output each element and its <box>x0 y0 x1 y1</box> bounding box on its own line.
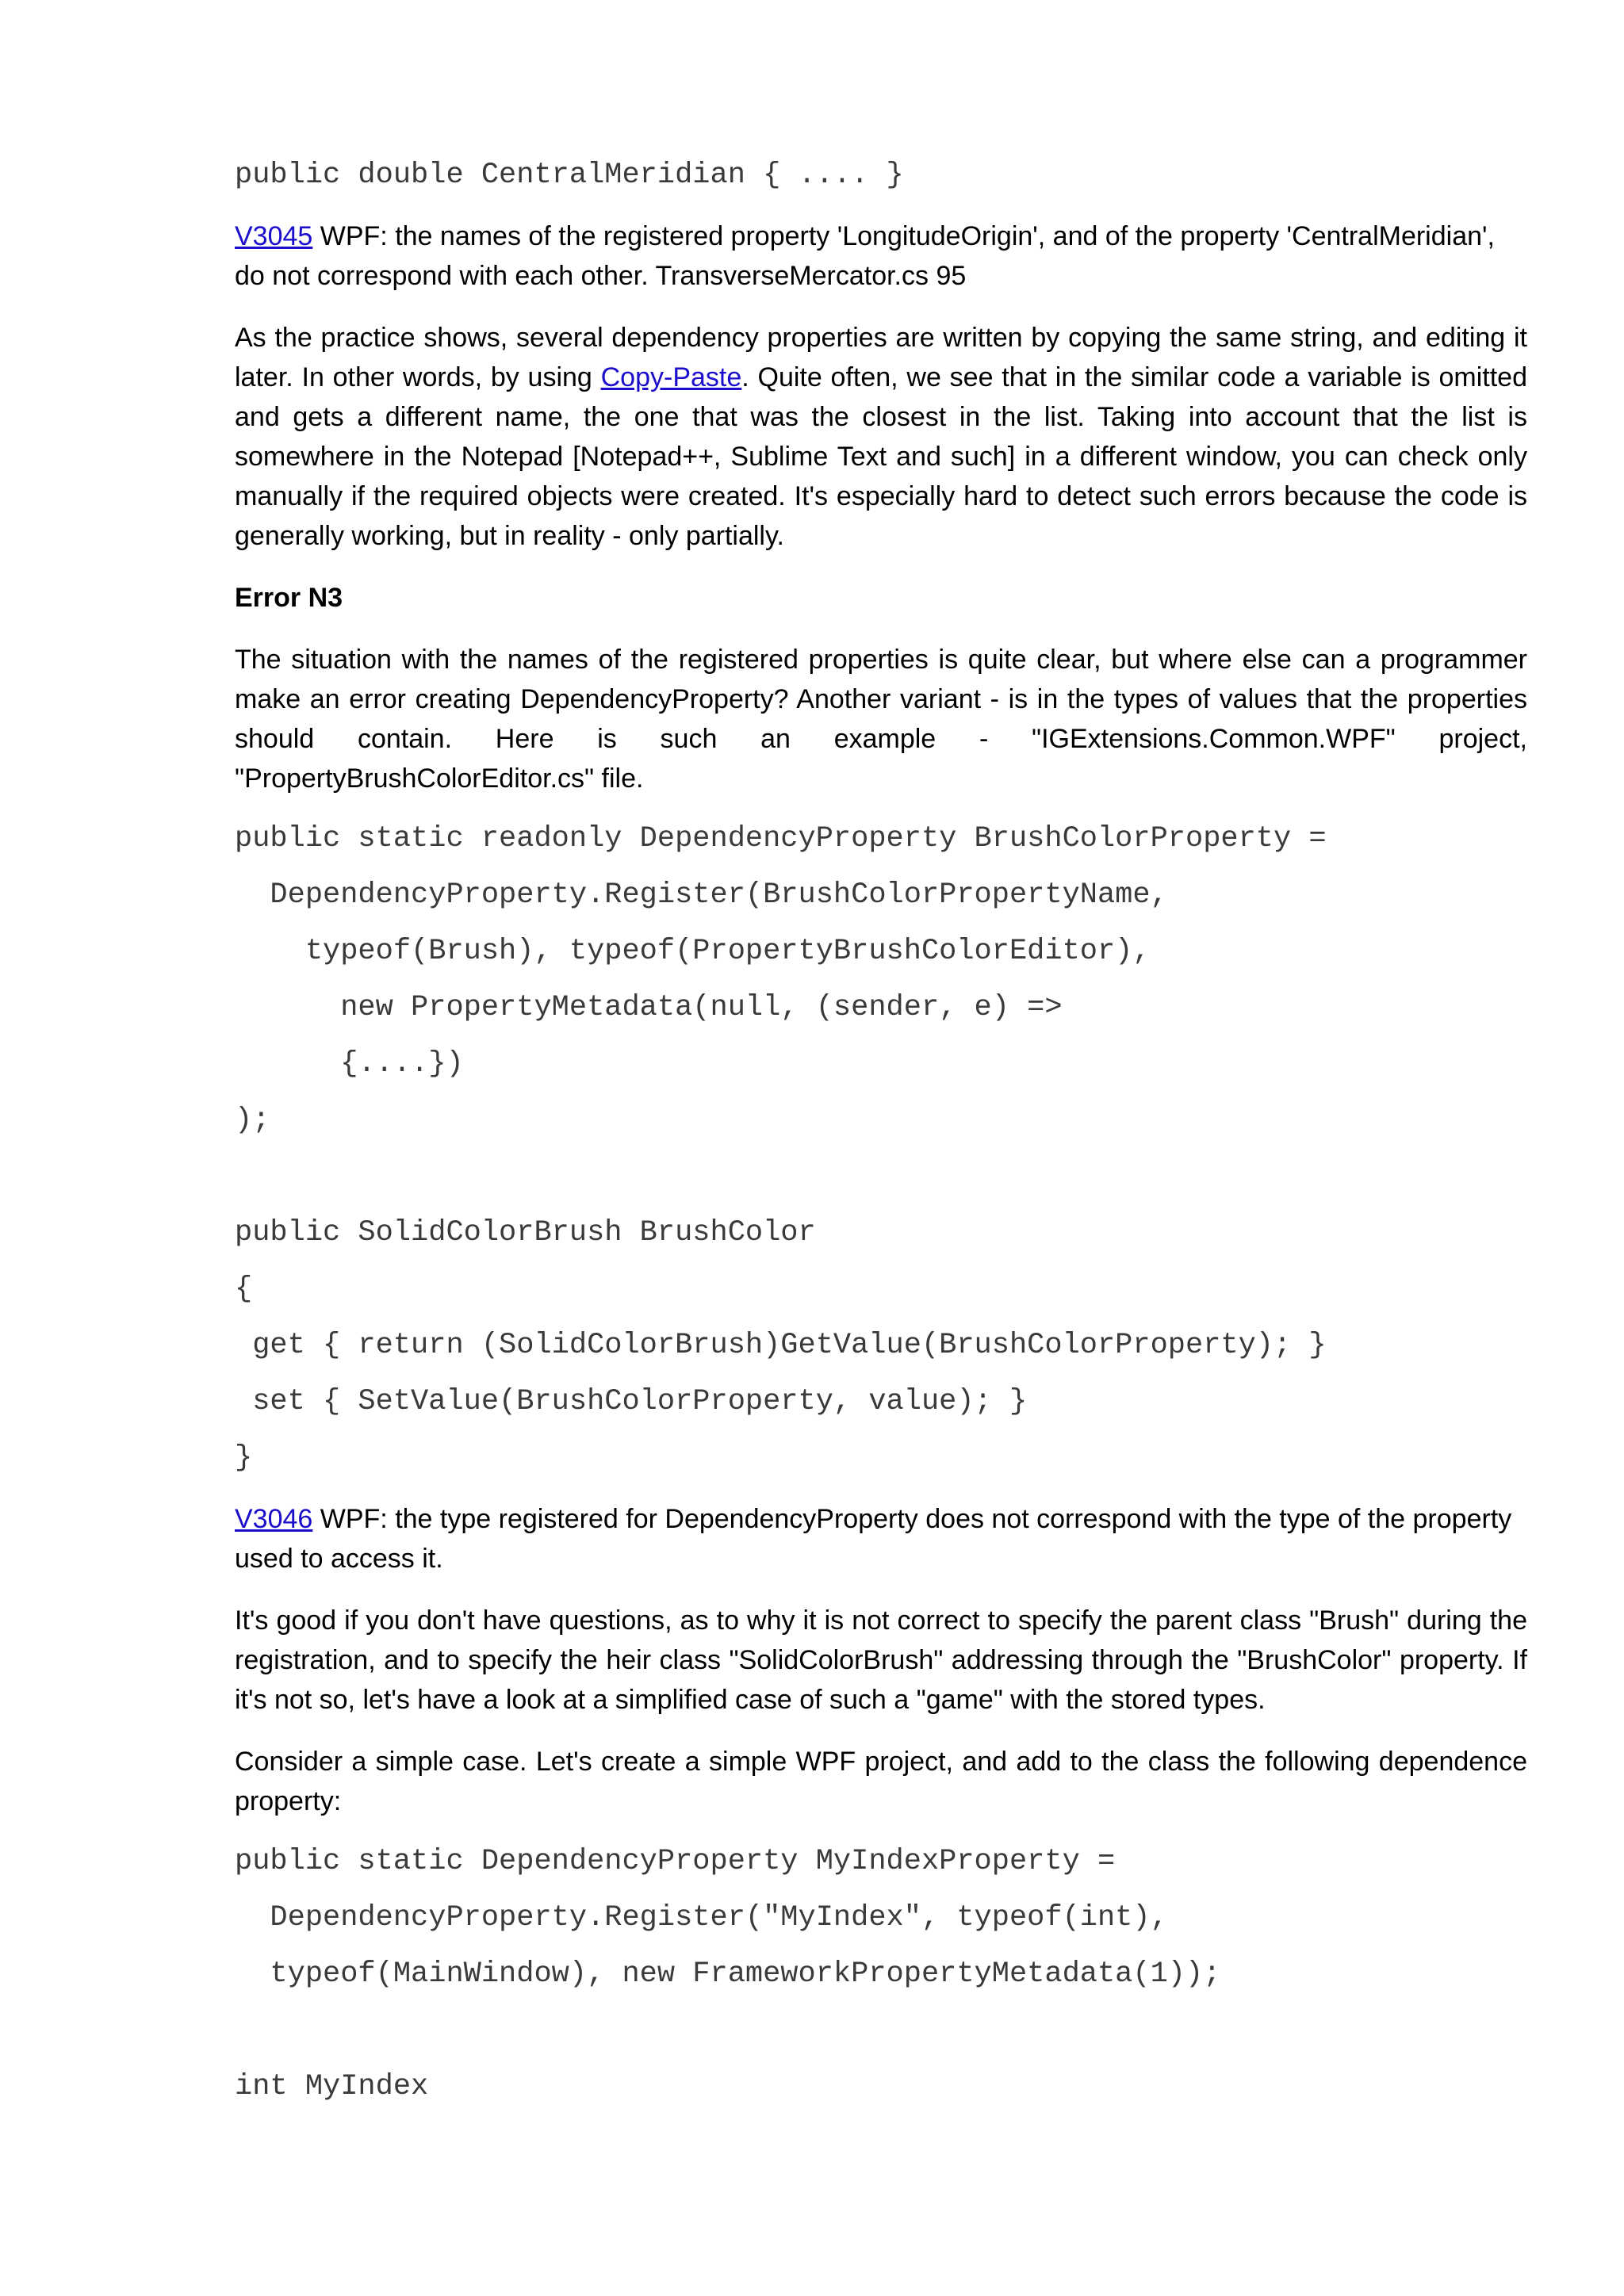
practice-text-before: As the practice shows, several dependency properties are written by copying the same string, and editing it later. In other words, by using <box>235 323 1527 392</box>
warning-v3045 <box>235 216 1527 296</box>
code-line: { <box>235 1272 253 1306</box>
code-line: new PropertyMetadata(null, (sender, e) => <box>235 991 1063 1024</box>
paragraph-consider: Consider a simple case. Let's create a simple WPF project, and add to the class the following dependence property: <box>235 1747 1527 1816</box>
paragraph-good-if: It's good if you don't have questions, as to why it is not correct to specify the parent class "Brush" during the registration, and to specify the heir class "SolidColorBrush" addressing through the "BrushColor" property. If it's not so, let's have a look at a simplified case of such a "game" with the stored types. <box>235 1605 1527 1715</box>
paragraph-situation: The situation with the names of the registered properties is quite clear, but where else can a programmer make an error creating DependencyProperty? Another variant - is in the types of values that the properties should contain. Here is such an example - "IGExtensions.Common.WPF" project, "PropertyBrushColorEditor.cs" file. <box>235 645 1527 794</box>
code-brush-color-accessor <box>235 1205 1527 1487</box>
code-line: typeof(MainWindow), new FrameworkPropertyMetadata(1)); <box>235 1957 1221 1991</box>
paragraph-practice <box>235 318 1527 556</box>
code-line: set { SetValue(BrushColorProperty, value); } <box>235 1385 1028 1418</box>
code-line: public static readonly DependencyProperty BrushColorProperty = <box>235 822 1327 855</box>
code-line: typeof(Brush), typeof(PropertyBrushColorEditor), <box>235 935 1151 968</box>
code-line: {....}) <box>235 1047 464 1081</box>
v3046-text: WPF: the type registered for DependencyProperty does not correspond with the type of the property used to access it. <box>235 1504 1512 1574</box>
code-brush-color-property <box>235 811 1527 1149</box>
warning-v3046 <box>235 1499 1527 1578</box>
code-line: DependencyProperty.Register("MyIndex", typeof(int), <box>235 1901 1168 1934</box>
practice-text-after: . Quite often, we see that in the similar code a variable is omitted and gets a different name, the one that was the closest in the list. Taking into account that the list is somewhere in the Notepad [Notepad++, Sublime Text and such] in a different window, you can check only manually if the required objects were created. It's especially hard to detect such errors because the code is generally working, but in reality - only partially. <box>235 362 1527 551</box>
v3046-link[interactable]: V3046 <box>235 1504 313 1534</box>
document-content <box>235 147 1527 2115</box>
code-line: get { return (SolidColorBrush)GetValue(BrushColorProperty); } <box>235 1329 1327 1362</box>
v3045-link[interactable]: V3045 <box>235 221 313 251</box>
heading-error-n3: Error N3 <box>235 583 343 613</box>
code-line: DependencyProperty.Register(BrushColorPropertyName, <box>235 878 1168 912</box>
code-line: public SolidColorBrush BrushColor <box>235 1216 816 1249</box>
code-central-meridian: public double CentralMeridian { .... } <box>235 159 904 192</box>
v3045-text: WPF: the names of the registered property 'LongitudeOrigin', and of the property 'CentralMeridian', do not correspond with each other. TransverseMercator.cs 95 <box>235 221 1495 291</box>
code-line: public static DependencyProperty MyIndexProperty = <box>235 1845 1116 1878</box>
code-line: ); <box>235 1104 270 1137</box>
code-my-index-property <box>235 1834 1527 2003</box>
copy-paste-link[interactable]: Copy-Paste <box>600 362 742 392</box>
code-line: } <box>235 1441 253 1475</box>
code-my-index-field: int MyIndex <box>235 2070 429 2103</box>
